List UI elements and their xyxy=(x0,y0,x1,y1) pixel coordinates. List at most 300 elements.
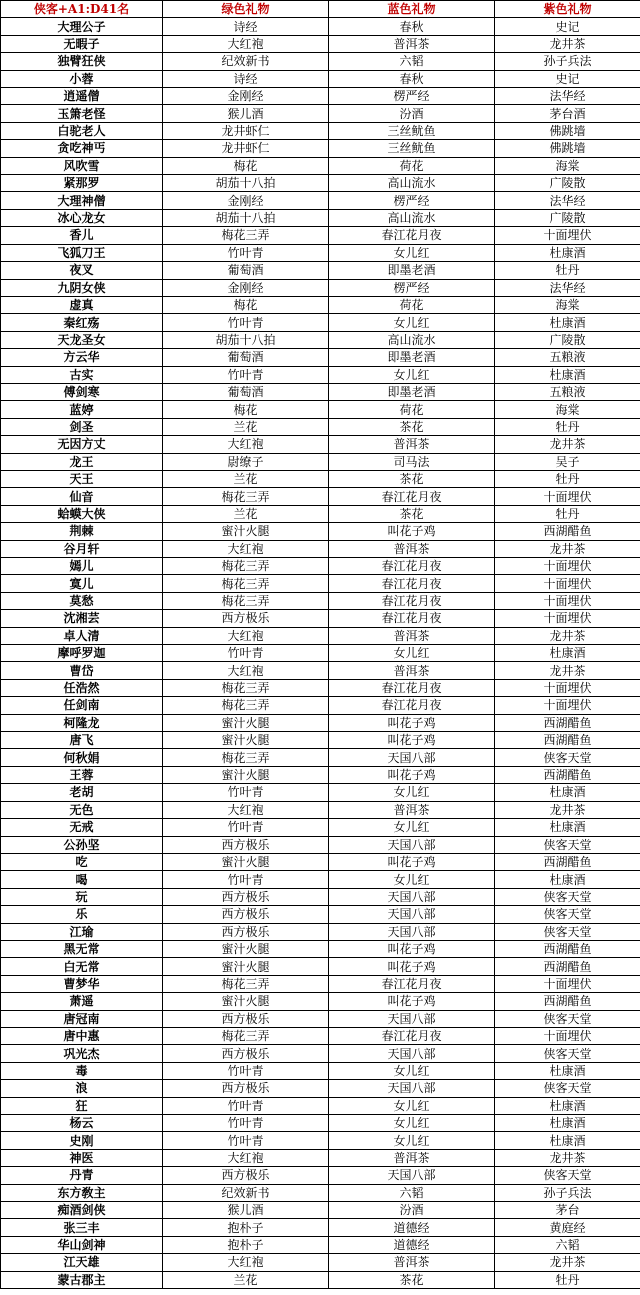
purple-gift-cell: 佛跳墙 xyxy=(495,140,640,157)
blue-gift-cell: 楞严经 xyxy=(329,279,495,296)
green-gift-cell: 大红袍 xyxy=(163,540,329,557)
purple-gift-cell: 侠客天堂 xyxy=(495,749,640,766)
green-gift-cell: 兰花 xyxy=(163,470,329,487)
purple-gift-cell: 十面埋伏 xyxy=(495,697,640,714)
green-gift-cell: 梅花 xyxy=(163,296,329,313)
blue-gift-cell: 春江花月夜 xyxy=(329,697,495,714)
purple-gift-cell: 侠客天堂 xyxy=(495,888,640,905)
green-gift-cell: 葡萄酒 xyxy=(163,383,329,400)
purple-gift-cell: 孙子兵法 xyxy=(495,1184,640,1201)
hero-name-cell: 华山剑神 xyxy=(1,1236,163,1253)
purple-gift-cell: 十面埋伏 xyxy=(495,592,640,609)
blue-gift-cell: 天国八部 xyxy=(329,836,495,853)
blue-gift-cell: 三丝鱿鱼 xyxy=(329,140,495,157)
table-row xyxy=(1,993,640,1010)
purple-gift-cell: 杜康酒 xyxy=(495,1097,640,1114)
hero-name-cell: 古实 xyxy=(1,366,163,383)
table-row xyxy=(1,349,640,366)
hero-name-cell: 独臂狂侠 xyxy=(1,53,163,70)
hero-name-cell: 无因方丈 xyxy=(1,436,163,453)
purple-gift-cell: 史记 xyxy=(495,70,640,87)
green-gift-cell: 兰花 xyxy=(163,1271,329,1288)
purple-gift-cell: 法华经 xyxy=(495,192,640,209)
green-gift-cell: 大红袍 xyxy=(163,1254,329,1271)
table-row xyxy=(1,1219,640,1236)
hero-name-cell: 傅剑寒 xyxy=(1,383,163,400)
table-row xyxy=(1,888,640,905)
hero-name-cell: 黑无常 xyxy=(1,940,163,957)
purple-gift-cell: 十面埋伏 xyxy=(495,227,640,244)
purple-gift-cell: 佛跳墙 xyxy=(495,122,640,139)
green-gift-cell: 西方极乐 xyxy=(163,1080,329,1097)
purple-gift-cell: 十面埋伏 xyxy=(495,610,640,627)
purple-gift-cell: 十面埋伏 xyxy=(495,575,640,592)
blue-gift-cell: 天国八部 xyxy=(329,906,495,923)
table-row xyxy=(1,558,640,575)
green-gift-cell: 胡茄十八拍 xyxy=(163,175,329,192)
hero-name-cell: 虚真 xyxy=(1,296,163,313)
hero-name-cell: 吃 xyxy=(1,853,163,870)
purple-gift-cell: 杜康酒 xyxy=(495,244,640,261)
hero-name-cell: 柯隆龙 xyxy=(1,714,163,731)
green-gift-cell: 竹叶青 xyxy=(163,645,329,662)
table-row xyxy=(1,331,640,348)
purple-gift-cell: 杜康酒 xyxy=(495,1062,640,1079)
table-row xyxy=(1,906,640,923)
hero-name-cell: 江天雄 xyxy=(1,1254,163,1271)
blue-gift-cell: 女儿红 xyxy=(329,244,495,261)
green-gift-cell: 大红袍 xyxy=(163,627,329,644)
green-gift-cell: 竹叶青 xyxy=(163,871,329,888)
table-row xyxy=(1,1115,640,1132)
blue-gift-cell: 汾酒 xyxy=(329,105,495,122)
purple-gift-cell: 杜康酒 xyxy=(495,871,640,888)
hero-name-cell: 飞狐刀王 xyxy=(1,244,163,261)
hero-name-cell: 任浩然 xyxy=(1,679,163,696)
green-gift-cell: 大红袍 xyxy=(163,1149,329,1166)
green-gift-cell: 竹叶青 xyxy=(163,819,329,836)
green-gift-cell: 西方极乐 xyxy=(163,836,329,853)
blue-gift-cell: 普洱茶 xyxy=(329,801,495,818)
table-row xyxy=(1,575,640,592)
blue-gift-cell: 楞严经 xyxy=(329,192,495,209)
blue-gift-cell: 女儿红 xyxy=(329,1132,495,1149)
hero-name-cell: 杨云 xyxy=(1,1115,163,1132)
table-row xyxy=(1,1010,640,1027)
hero-name-cell: 天王 xyxy=(1,470,163,487)
hero-name-cell: 白无常 xyxy=(1,958,163,975)
blue-gift-cell: 三丝鱿鱼 xyxy=(329,122,495,139)
table-row xyxy=(1,592,640,609)
green-gift-cell: 金刚经 xyxy=(163,88,329,105)
purple-gift-cell: 杜康酒 xyxy=(495,1132,640,1149)
green-gift-cell: 梅花三弄 xyxy=(163,592,329,609)
table-row xyxy=(1,1149,640,1166)
purple-gift-cell: 西湖醋鱼 xyxy=(495,853,640,870)
hero-name-cell: 白驼老人 xyxy=(1,122,163,139)
green-gift-cell: 竹叶青 xyxy=(163,1062,329,1079)
hero-name-cell: 寞儿 xyxy=(1,575,163,592)
purple-gift-cell: 西湖醋鱼 xyxy=(495,940,640,957)
hero-name-cell: 无色 xyxy=(1,801,163,818)
hero-name-cell: 谷月轩 xyxy=(1,540,163,557)
green-gift-cell: 猴儿酒 xyxy=(163,105,329,122)
blue-gift-cell: 女儿红 xyxy=(329,819,495,836)
purple-gift-cell: 史记 xyxy=(495,18,640,35)
purple-gift-cell: 吴子 xyxy=(495,453,640,470)
table-row xyxy=(1,453,640,470)
blue-gift-cell: 即墨老酒 xyxy=(329,262,495,279)
table-row xyxy=(1,540,640,557)
purple-gift-cell: 牡丹 xyxy=(495,418,640,435)
hero-name-cell: 风吹雪 xyxy=(1,157,163,174)
blue-gift-cell: 普洱茶 xyxy=(329,35,495,52)
table-row xyxy=(1,714,640,731)
purple-gift-cell: 广陵散 xyxy=(495,209,640,226)
table-row xyxy=(1,53,640,70)
blue-gift-cell: 天国八部 xyxy=(329,1167,495,1184)
purple-gift-cell: 龙井茶 xyxy=(495,1149,640,1166)
green-gift-cell: 兰花 xyxy=(163,505,329,522)
purple-gift-cell: 西湖醋鱼 xyxy=(495,523,640,540)
blue-gift-cell: 春江花月夜 xyxy=(329,488,495,505)
table-row xyxy=(1,1236,640,1253)
green-gift-cell: 竹叶青 xyxy=(163,244,329,261)
table-row xyxy=(1,1027,640,1044)
hero-name-cell: 九阴女侠 xyxy=(1,279,163,296)
green-gift-cell: 梅花三弄 xyxy=(163,749,329,766)
purple-gift-cell: 牡丹 xyxy=(495,505,640,522)
blue-gift-cell: 普洱茶 xyxy=(329,662,495,679)
green-gift-cell: 金刚经 xyxy=(163,279,329,296)
green-gift-cell: 龙井虾仁 xyxy=(163,140,329,157)
blue-gift-cell: 普洱茶 xyxy=(329,627,495,644)
hero-name-cell: 蓝婷 xyxy=(1,401,163,418)
blue-gift-cell: 叫花子鸡 xyxy=(329,766,495,783)
purple-gift-cell: 茅台酒 xyxy=(495,105,640,122)
table-row xyxy=(1,645,640,662)
green-gift-cell: 梅花三弄 xyxy=(163,975,329,992)
hero-name-cell: 小蓉 xyxy=(1,70,163,87)
purple-gift-cell: 侠客天堂 xyxy=(495,836,640,853)
green-gift-cell: 蜜汁火腿 xyxy=(163,766,329,783)
hero-name-cell: 蒙古郡主 xyxy=(1,1271,163,1288)
table-row xyxy=(1,436,640,453)
blue-gift-cell: 天国八部 xyxy=(329,1010,495,1027)
blue-gift-cell: 春秋 xyxy=(329,70,495,87)
header-green-gift: 绿色礼物 xyxy=(163,1,329,18)
table-row xyxy=(1,70,640,87)
green-gift-cell: 梅花三弄 xyxy=(163,227,329,244)
table-row xyxy=(1,122,640,139)
table-row xyxy=(1,1271,640,1288)
purple-gift-cell: 杜康酒 xyxy=(495,819,640,836)
purple-gift-cell: 海棠 xyxy=(495,296,640,313)
purple-gift-cell: 西湖醋鱼 xyxy=(495,714,640,731)
hero-name-cell: 巩光杰 xyxy=(1,1045,163,1062)
blue-gift-cell: 天国八部 xyxy=(329,1045,495,1062)
purple-gift-cell: 杜康酒 xyxy=(495,645,640,662)
green-gift-cell: 竹叶青 xyxy=(163,1097,329,1114)
green-gift-cell: 梅花三弄 xyxy=(163,697,329,714)
purple-gift-cell: 龙井茶 xyxy=(495,436,640,453)
blue-gift-cell: 普洱茶 xyxy=(329,1149,495,1166)
blue-gift-cell: 天国八部 xyxy=(329,923,495,940)
purple-gift-cell: 牡丹 xyxy=(495,1271,640,1288)
table-row xyxy=(1,1062,640,1079)
table-row xyxy=(1,801,640,818)
green-gift-cell: 诗经 xyxy=(163,18,329,35)
table-row xyxy=(1,1080,640,1097)
purple-gift-cell: 十面埋伏 xyxy=(495,975,640,992)
green-gift-cell: 西方极乐 xyxy=(163,1045,329,1062)
table-row xyxy=(1,314,640,331)
hero-name-cell: 卓人清 xyxy=(1,627,163,644)
purple-gift-cell: 侠客天堂 xyxy=(495,1010,640,1027)
purple-gift-cell: 侠客天堂 xyxy=(495,1045,640,1062)
blue-gift-cell: 荷花 xyxy=(329,157,495,174)
blue-gift-cell: 春江花月夜 xyxy=(329,1027,495,1044)
blue-gift-cell: 叫花子鸡 xyxy=(329,958,495,975)
green-gift-cell: 竹叶青 xyxy=(163,314,329,331)
green-gift-cell: 蜜汁火腿 xyxy=(163,940,329,957)
hero-name-cell: 逍遥僧 xyxy=(1,88,163,105)
blue-gift-cell: 叫花子鸡 xyxy=(329,940,495,957)
hero-name-cell: 秦红殇 xyxy=(1,314,163,331)
green-gift-cell: 梅花三弄 xyxy=(163,575,329,592)
blue-gift-cell: 普洱茶 xyxy=(329,1254,495,1271)
hero-name-cell: 曹梦华 xyxy=(1,975,163,992)
purple-gift-cell: 侠客天堂 xyxy=(495,1167,640,1184)
green-gift-cell: 梅花三弄 xyxy=(163,558,329,575)
table-row xyxy=(1,157,640,174)
blue-gift-cell: 叫花子鸡 xyxy=(329,853,495,870)
blue-gift-cell: 汾酒 xyxy=(329,1202,495,1219)
purple-gift-cell: 西湖醋鱼 xyxy=(495,732,640,749)
purple-gift-cell: 侠客天堂 xyxy=(495,1080,640,1097)
hero-name-cell: 史刚 xyxy=(1,1132,163,1149)
blue-gift-cell: 六韬 xyxy=(329,53,495,70)
blue-gift-cell: 茶花 xyxy=(329,470,495,487)
green-gift-cell: 抱朴子 xyxy=(163,1219,329,1236)
table-row xyxy=(1,697,640,714)
blue-gift-cell: 高山流水 xyxy=(329,175,495,192)
table-row xyxy=(1,383,640,400)
hero-name-cell: 张三丰 xyxy=(1,1219,163,1236)
table-row xyxy=(1,853,640,870)
green-gift-cell: 西方极乐 xyxy=(163,1010,329,1027)
hero-name-cell: 任剑南 xyxy=(1,697,163,714)
hero-name-cell: 蛤蟆大侠 xyxy=(1,505,163,522)
blue-gift-cell: 春江花月夜 xyxy=(329,975,495,992)
hero-name-cell: 浪 xyxy=(1,1080,163,1097)
hero-name-cell: 东方敎主 xyxy=(1,1184,163,1201)
blue-gift-cell: 天国八部 xyxy=(329,888,495,905)
hero-name-cell: 嫣儿 xyxy=(1,558,163,575)
blue-gift-cell: 楞严经 xyxy=(329,88,495,105)
table-row xyxy=(1,401,640,418)
purple-gift-cell: 杜康酒 xyxy=(495,784,640,801)
green-gift-cell: 梅花三弄 xyxy=(163,679,329,696)
hero-name-cell: 毒 xyxy=(1,1062,163,1079)
purple-gift-cell: 杜康酒 xyxy=(495,314,640,331)
table-row xyxy=(1,192,640,209)
blue-gift-cell: 叫花子鸡 xyxy=(329,993,495,1010)
header-purple-gift: 紫色礼物 xyxy=(495,1,640,18)
purple-gift-cell: 法华经 xyxy=(495,88,640,105)
green-gift-cell: 蜜汁火腿 xyxy=(163,958,329,975)
table-row xyxy=(1,1097,640,1114)
green-gift-cell: 大红袍 xyxy=(163,436,329,453)
purple-gift-cell: 十面埋伏 xyxy=(495,488,640,505)
blue-gift-cell: 女儿红 xyxy=(329,366,495,383)
blue-gift-cell: 高山流水 xyxy=(329,209,495,226)
purple-gift-cell: 孙子兵法 xyxy=(495,53,640,70)
purple-gift-cell: 牡丹 xyxy=(495,470,640,487)
green-gift-cell: 纪效新书 xyxy=(163,53,329,70)
purple-gift-cell: 侠客天堂 xyxy=(495,906,640,923)
blue-gift-cell: 女儿红 xyxy=(329,1115,495,1132)
purple-gift-cell: 龙井茶 xyxy=(495,801,640,818)
table-row xyxy=(1,140,640,157)
green-gift-cell: 蜜汁火腿 xyxy=(163,714,329,731)
green-gift-cell: 葡萄酒 xyxy=(163,349,329,366)
blue-gift-cell: 春江花月夜 xyxy=(329,575,495,592)
table-row xyxy=(1,871,640,888)
hero-name-cell: 大理神僧 xyxy=(1,192,163,209)
purple-gift-cell: 龙井茶 xyxy=(495,1254,640,1271)
green-gift-cell: 梅花三弄 xyxy=(163,488,329,505)
blue-gift-cell: 天国八部 xyxy=(329,749,495,766)
blue-gift-cell: 荷花 xyxy=(329,401,495,418)
blue-gift-cell: 即墨老酒 xyxy=(329,383,495,400)
green-gift-cell: 西方极乐 xyxy=(163,888,329,905)
hero-name-cell: 唐中惠 xyxy=(1,1027,163,1044)
green-gift-cell: 竹叶青 xyxy=(163,784,329,801)
hero-name-cell: 丹青 xyxy=(1,1167,163,1184)
hero-name-cell: 仙音 xyxy=(1,488,163,505)
blue-gift-cell: 道德经 xyxy=(329,1236,495,1253)
header-row xyxy=(1,1,640,18)
table-row xyxy=(1,784,640,801)
blue-gift-cell: 司马法 xyxy=(329,453,495,470)
hero-name-cell: 玉箫老怪 xyxy=(1,105,163,122)
blue-gift-cell: 女儿红 xyxy=(329,314,495,331)
purple-gift-cell: 杜康酒 xyxy=(495,1115,640,1132)
hero-name-cell: 痴酒剑侠 xyxy=(1,1202,163,1219)
purple-gift-cell: 龙井茶 xyxy=(495,540,640,557)
hero-name-cell: 荆棘 xyxy=(1,523,163,540)
blue-gift-cell: 女儿红 xyxy=(329,784,495,801)
purple-gift-cell: 龙井茶 xyxy=(495,662,640,679)
purple-gift-cell: 十面埋伏 xyxy=(495,679,640,696)
blue-gift-cell: 春江花月夜 xyxy=(329,227,495,244)
table-row xyxy=(1,1184,640,1201)
table-row xyxy=(1,836,640,853)
blue-gift-cell: 普洱茶 xyxy=(329,436,495,453)
green-gift-cell: 抱朴子 xyxy=(163,1236,329,1253)
table-row xyxy=(1,662,640,679)
green-gift-cell: 蜜汁火腿 xyxy=(163,732,329,749)
table-row xyxy=(1,940,640,957)
blue-gift-cell: 高山流水 xyxy=(329,331,495,348)
hero-name-cell: 剑圣 xyxy=(1,418,163,435)
green-gift-cell: 梅花三弄 xyxy=(163,1027,329,1044)
green-gift-cell: 竹叶青 xyxy=(163,366,329,383)
blue-gift-cell: 叫花子鸡 xyxy=(329,523,495,540)
green-gift-cell: 大红袍 xyxy=(163,35,329,52)
purple-gift-cell: 黄庭经 xyxy=(495,1219,640,1236)
hero-name-cell: 乐 xyxy=(1,906,163,923)
hero-name-cell: 无暇子 xyxy=(1,35,163,52)
hero-name-cell: 何秋娟 xyxy=(1,749,163,766)
green-gift-cell: 西方极乐 xyxy=(163,610,329,627)
green-gift-cell: 尉缭子 xyxy=(163,453,329,470)
blue-gift-cell: 茶花 xyxy=(329,418,495,435)
purple-gift-cell: 五粮液 xyxy=(495,383,640,400)
purple-gift-cell: 海棠 xyxy=(495,401,640,418)
hero-name-cell: 天龙圣女 xyxy=(1,331,163,348)
hero-name-cell: 公孙坚 xyxy=(1,836,163,853)
table-row xyxy=(1,296,640,313)
hero-name-cell: 贪吃神丐 xyxy=(1,140,163,157)
blue-gift-cell: 即墨老酒 xyxy=(329,349,495,366)
purple-gift-cell: 法华经 xyxy=(495,279,640,296)
blue-gift-cell: 叫花子鸡 xyxy=(329,714,495,731)
table-row xyxy=(1,1202,640,1219)
green-gift-cell: 西方极乐 xyxy=(163,906,329,923)
purple-gift-cell: 五粮液 xyxy=(495,349,640,366)
table-row xyxy=(1,766,640,783)
table-row xyxy=(1,244,640,261)
hero-name-cell: 唐飞 xyxy=(1,732,163,749)
table-row xyxy=(1,523,640,540)
green-gift-cell: 金刚经 xyxy=(163,192,329,209)
hero-name-cell: 王蓉 xyxy=(1,766,163,783)
purple-gift-cell: 海棠 xyxy=(495,157,640,174)
table-row xyxy=(1,418,640,435)
blue-gift-cell: 荷花 xyxy=(329,296,495,313)
green-gift-cell: 梅花 xyxy=(163,401,329,418)
header-hero-name: 侠客+A1:D41名 xyxy=(1,1,163,18)
green-gift-cell: 猴儿酒 xyxy=(163,1202,329,1219)
table-row xyxy=(1,88,640,105)
purple-gift-cell: 龙井茶 xyxy=(495,627,640,644)
green-gift-cell: 龙井虾仁 xyxy=(163,122,329,139)
purple-gift-cell: 广陵散 xyxy=(495,331,640,348)
hero-name-cell: 冰心龙女 xyxy=(1,209,163,226)
green-gift-cell: 胡茄十八拍 xyxy=(163,209,329,226)
purple-gift-cell: 茅台 xyxy=(495,1202,640,1219)
blue-gift-cell: 春江花月夜 xyxy=(329,592,495,609)
green-gift-cell: 西方极乐 xyxy=(163,923,329,940)
hero-name-cell: 神医 xyxy=(1,1149,163,1166)
purple-gift-cell: 广陵散 xyxy=(495,175,640,192)
table-row xyxy=(1,958,640,975)
table-row xyxy=(1,627,640,644)
table-row xyxy=(1,279,640,296)
hero-name-cell: 紧那罗 xyxy=(1,175,163,192)
table-row xyxy=(1,819,640,836)
table-row xyxy=(1,610,640,627)
table-row xyxy=(1,1045,640,1062)
green-gift-cell: 葡萄酒 xyxy=(163,262,329,279)
blue-gift-cell: 天国八部 xyxy=(329,1080,495,1097)
table-row xyxy=(1,923,640,940)
blue-gift-cell: 春江花月夜 xyxy=(329,610,495,627)
blue-gift-cell: 春秋 xyxy=(329,18,495,35)
hero-name-cell: 莫愁 xyxy=(1,592,163,609)
